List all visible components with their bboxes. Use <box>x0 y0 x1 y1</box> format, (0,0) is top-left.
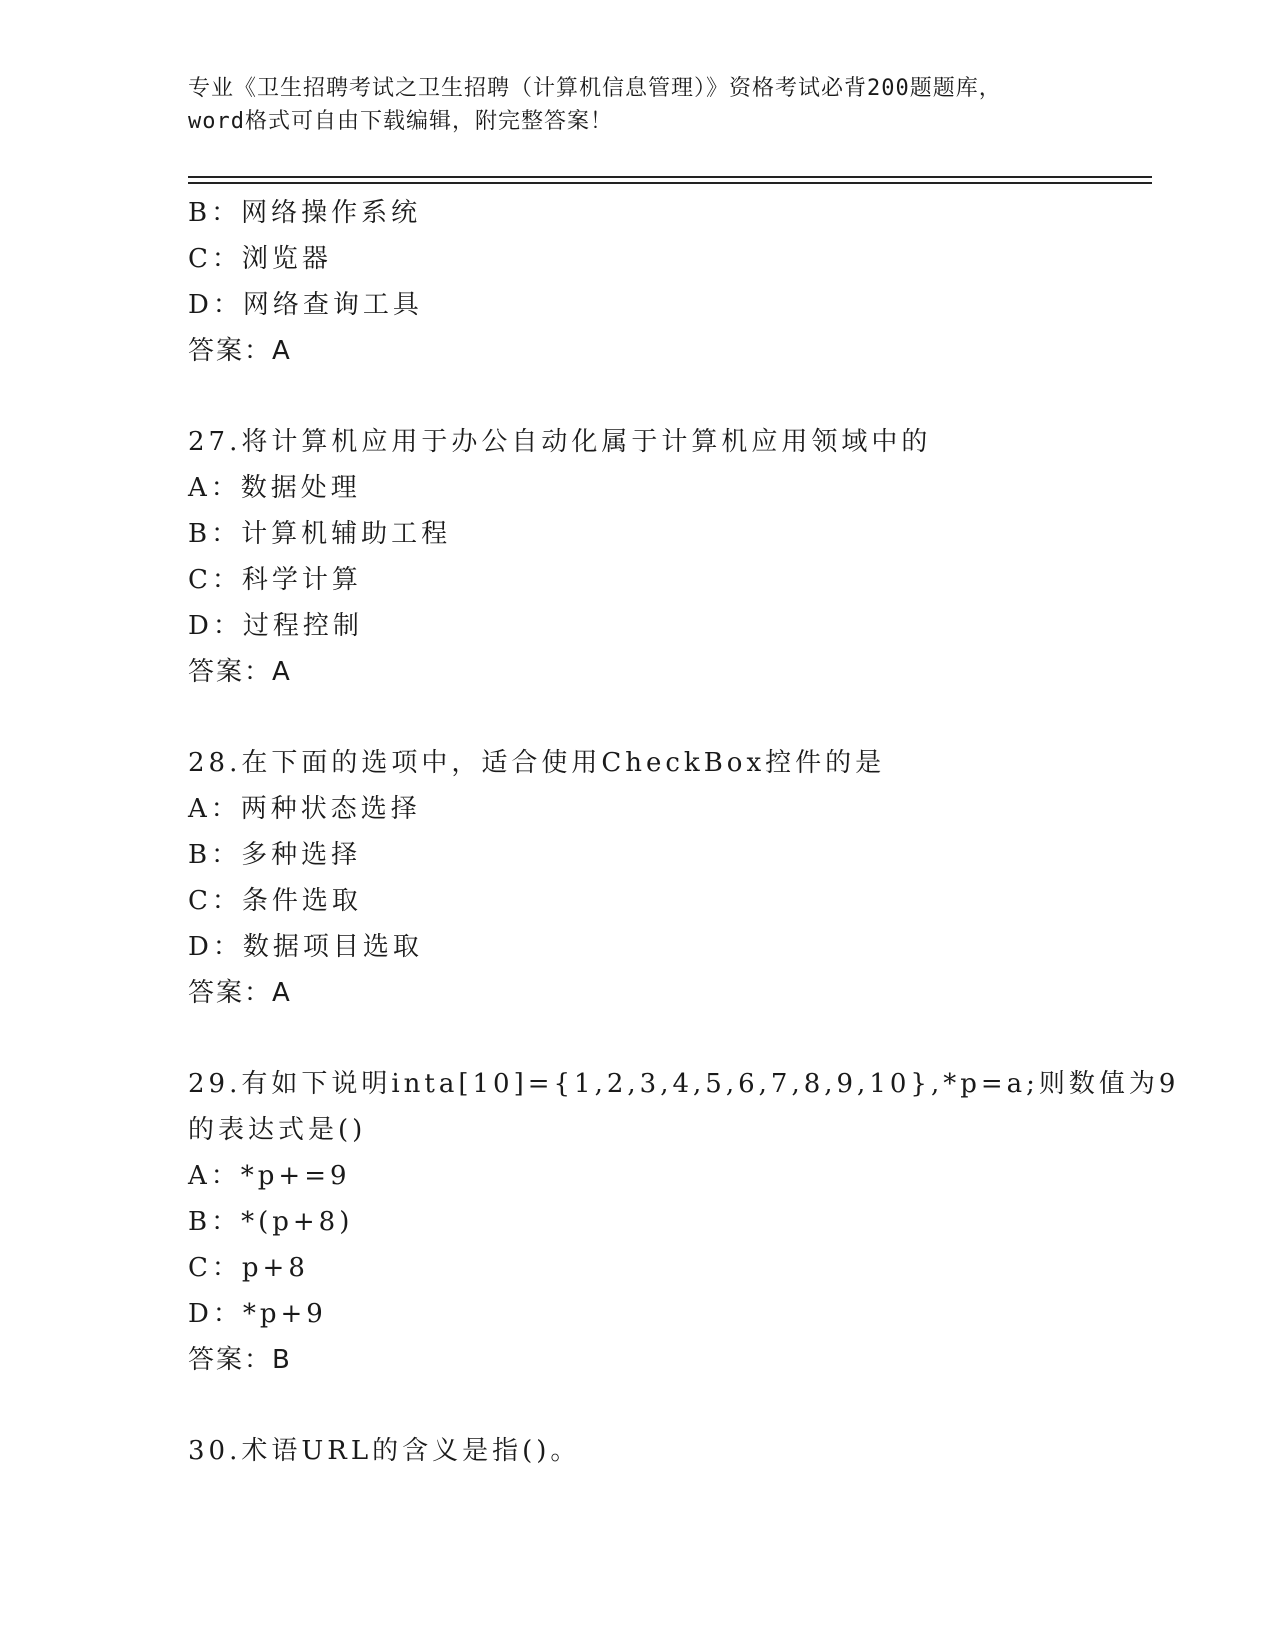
q27-answer: 答案：A <box>188 657 292 687</box>
q29-answer: 答案：B <box>188 1345 292 1375</box>
header-line-1: 专业《卫生招聘考试之卫生招聘（计算机信息管理）》资格考试必背200题题库， <box>188 76 1002 101</box>
q27-option-b: B：计算机辅助工程 <box>188 519 452 549</box>
spacer <box>188 1016 1088 1061</box>
q27-option-a: A：数据处理 <box>188 473 361 503</box>
document-header <box>188 72 1088 138</box>
q26-answer: 答案：A <box>188 336 292 366</box>
question-list <box>188 190 1180 1474</box>
question-30-block <box>188 1428 1088 1474</box>
header-divider-bottom <box>188 182 1152 184</box>
header-divider-top <box>188 176 1152 178</box>
spacer <box>188 1383 1088 1428</box>
q28-question: 28.在下面的选项中，适合使用CheckBox控件的是 <box>188 748 886 778</box>
q26-option-c: C：浏览器 <box>188 244 332 274</box>
q27-option-c: C：科学计算 <box>188 565 362 595</box>
spacer <box>188 695 1088 740</box>
q28-option-b: B：多种选择 <box>188 840 362 870</box>
spacer <box>188 374 1088 419</box>
q27-option-d: D：过程控制 <box>188 611 363 641</box>
header-line-2: word格式可自由下载编辑，附完整答案！ <box>188 109 613 134</box>
q28-answer: 答案：A <box>188 978 292 1008</box>
question-29-block <box>188 1061 1180 1383</box>
q29-option-b: B：*(p+8) <box>188 1207 354 1237</box>
q29-option-c: C：p+8 <box>188 1253 309 1283</box>
q30-question: 30.术语URL的含义是指()。 <box>188 1436 581 1466</box>
q28-option-d: D：数据项目选取 <box>188 932 423 962</box>
question-26-block <box>188 190 1088 374</box>
q28-option-a: A：两种状态选择 <box>188 794 421 824</box>
question-27-block <box>188 419 1088 695</box>
q29-question-line-2: 的表达式是() <box>188 1115 367 1145</box>
q28-option-c: C：条件选取 <box>188 886 362 916</box>
q26-option-d: D：网络查询工具 <box>188 290 423 320</box>
q26-option-b: B：网络操作系统 <box>188 198 422 228</box>
q27-question: 27.将计算机应用于办公自动化属于计算机应用领域中的 <box>188 427 932 457</box>
question-28-block <box>188 740 1088 1016</box>
q29-question-line-1: 29.有如下说明inta[10]={1,2,3,4,5,6,7,8,9,10},*p=a;则数值为9 <box>188 1069 1180 1099</box>
q29-option-a: A：*p+=9 <box>188 1161 351 1191</box>
q29-option-d: D：*p+9 <box>188 1299 327 1329</box>
